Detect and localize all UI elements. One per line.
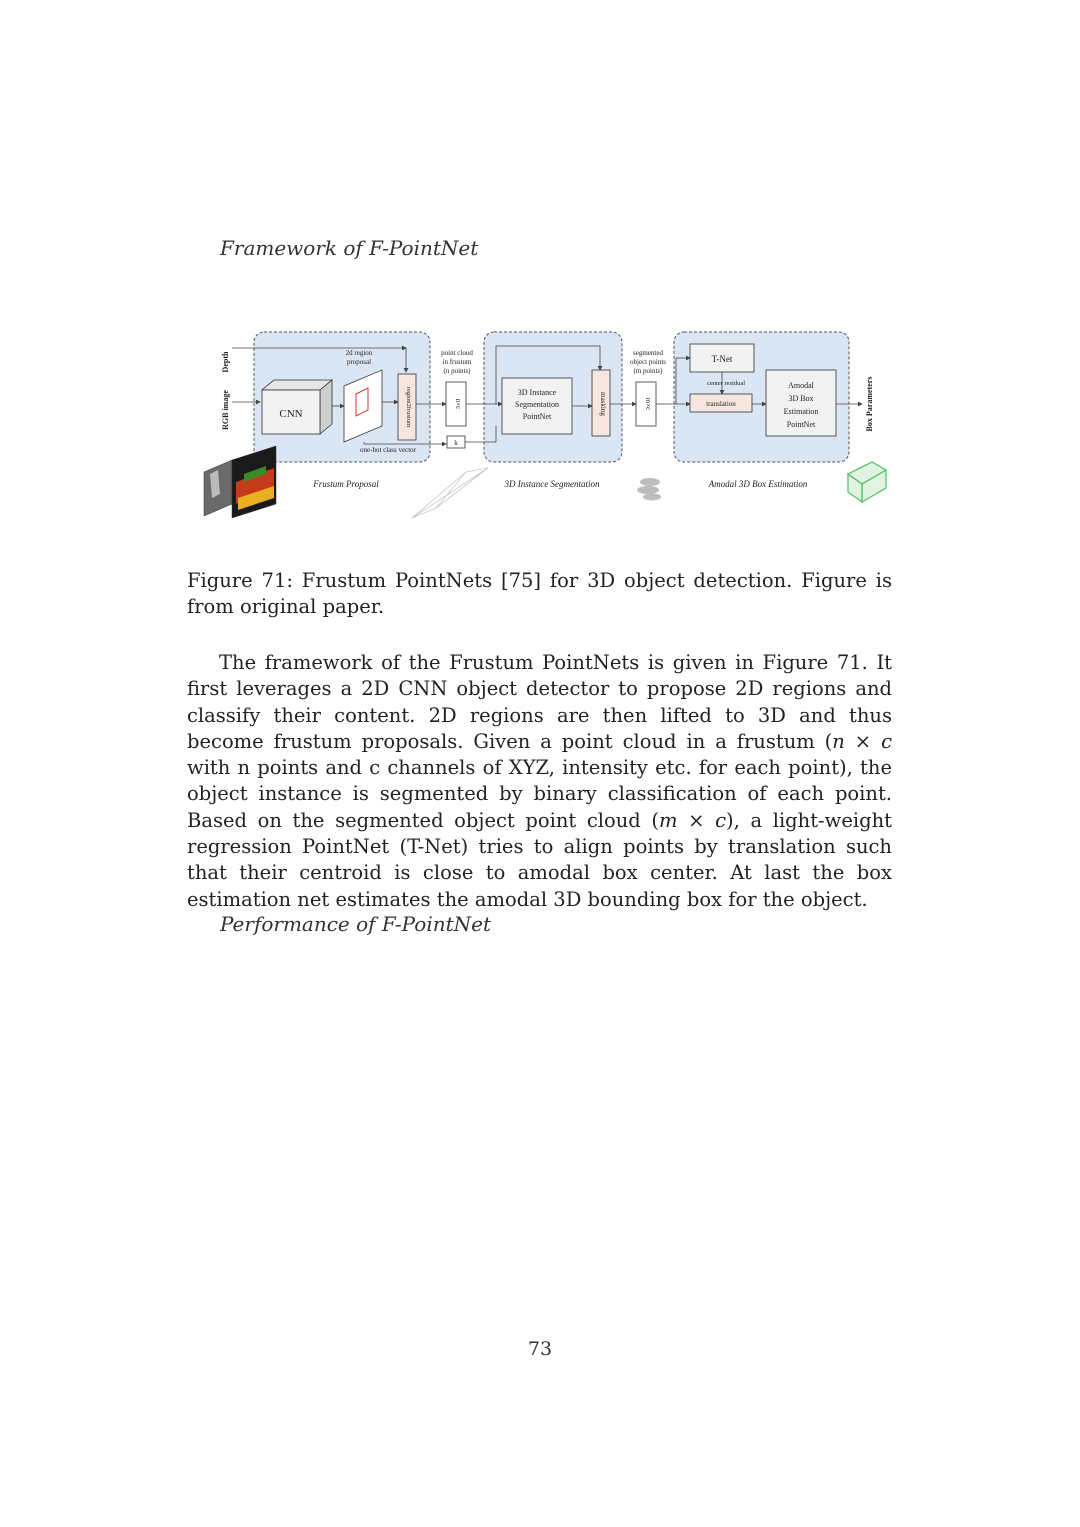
svg-text:point cloud: point cloud: [441, 349, 473, 357]
svg-text:Estimation: Estimation: [783, 407, 819, 416]
math-m-times-c: m × c: [659, 808, 727, 832]
svg-text:object points: object points: [630, 358, 666, 366]
frustum-sketch: [412, 468, 488, 518]
page-number: 73: [527, 1338, 553, 1360]
svg-text:Segmentation: Segmentation: [515, 400, 559, 409]
figure-frustum-pointnet: [196, 322, 896, 527]
cnn-block: [262, 380, 332, 434]
section-heading-performance: Performance of F-PointNet: [220, 912, 492, 936]
figure-caption: Figure 71: Frustum PointNets [75] for 3D object detection. Figure is from original paper.: [187, 569, 892, 618]
box-parameters-label: Box Parameters: [865, 376, 874, 432]
figure-diagram: [196, 322, 896, 527]
svg-text:m×c: m×c: [644, 397, 652, 411]
cnn-label: CNN: [279, 408, 303, 420]
stage-label-frustum: Frustum Proposal: [313, 479, 379, 489]
input-images-thumbnail: [204, 446, 276, 518]
stage-label-segmentation: 3D Instance Segmentation: [504, 479, 600, 489]
svg-text:in frustum: in frustum: [442, 358, 472, 366]
3d-box-sketch: [848, 462, 886, 502]
rgb-label: RGB image: [221, 390, 230, 430]
svg-text:proposal: proposal: [346, 358, 372, 366]
svg-text:PointNet: PointNet: [522, 412, 552, 421]
svg-text:(m points): (m points): [633, 367, 663, 375]
onehot-label: one-hot class vector: [360, 446, 416, 454]
svg-text:2d region: 2d region: [345, 349, 373, 357]
svg-text:3D Box: 3D Box: [788, 394, 814, 403]
svg-text:translation: translation: [706, 400, 736, 408]
citation-link[interactable]: [75]: [501, 569, 542, 592]
svg-text:PointNet: PointNet: [786, 420, 816, 429]
svg-text:n×c: n×c: [454, 398, 462, 410]
depth-label: Depth: [221, 351, 230, 373]
stage-label-box: Amodal 3D Box Estimation: [708, 479, 808, 489]
svg-text:Amodal: Amodal: [788, 381, 814, 390]
body-paragraph: The framework of the Frustum PointNets is given in Figure 71. It first leverages a 2D CNN object detector to propose 2D regions and classify their content. 2D regions are then lifted to 3D and thus become frustum proposals. Given a point cloud in a frustum (n × c with n points and c channels of XYZ, intensity etc. for each point), the object instance is segmented by binary classification of each point. Based on the segmented object point cloud (m × c), a light-weight regression PointNet (T-Net) tries to align points by translation such that their centroid is close to amodal box center. At last the box estimation net estimates the amodal 3D bounding box for the object.: [187, 651, 892, 911]
svg-text:(n points): (n points): [443, 367, 471, 375]
svg-text:region2frustum: region2frustum: [405, 386, 412, 428]
svg-text:T-Net: T-Net: [711, 354, 733, 364]
segmented-points-sketch: [637, 478, 661, 501]
svg-text:k: k: [454, 439, 458, 447]
center-residual-label: center residual: [706, 380, 746, 387]
math-n-times-c: n × c: [832, 729, 892, 753]
svg-text:segmented: segmented: [633, 349, 663, 357]
section-heading-framework: Framework of F-PointNet: [220, 236, 479, 260]
svg-text:3D Instance: 3D Instance: [517, 388, 557, 397]
svg-text:masking: masking: [599, 392, 607, 416]
